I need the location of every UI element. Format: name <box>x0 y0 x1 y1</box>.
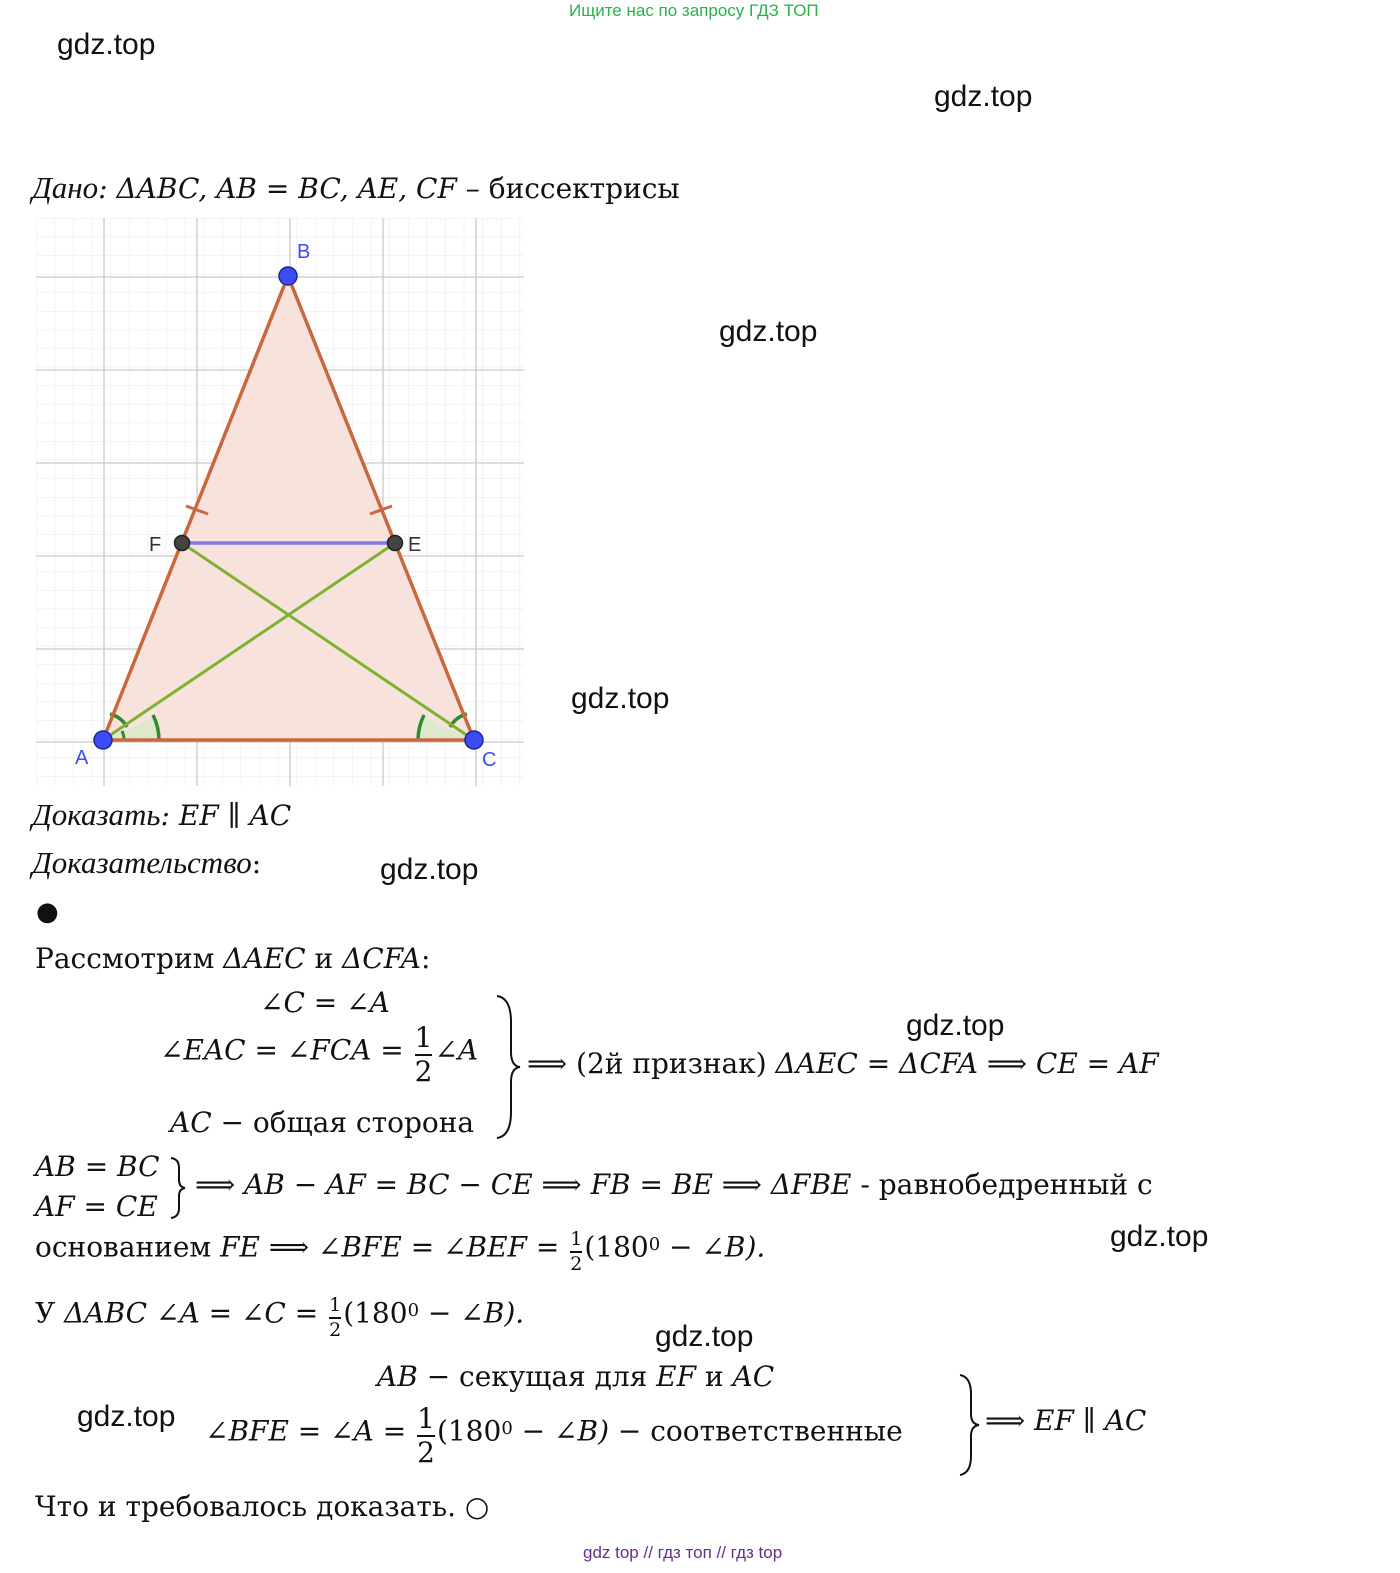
consider-and: и <box>305 942 343 975</box>
point-c <box>465 731 483 749</box>
watermark: gdz.top <box>57 28 156 61</box>
point-b <box>279 267 297 285</box>
system2-result <box>195 1168 1153 1201</box>
consider-math-2: ΔCFA <box>342 942 421 975</box>
fraction-num: 1 <box>329 1294 342 1316</box>
system1-line2-left: ∠EAC = ∠FCA = <box>160 1033 413 1067</box>
watermark: gdz.top <box>571 682 670 715</box>
fraction-den: 2 <box>329 1319 342 1341</box>
proof-line <box>32 845 261 881</box>
consider-math-1: ΔAEC <box>223 942 306 975</box>
system1-line1: ∠C = ∠A <box>260 986 390 1019</box>
system3-line2-text: соответственные <box>650 1414 903 1448</box>
system3-math-2: EF <box>656 1360 697 1393</box>
prove-line <box>32 797 291 833</box>
system2-result-text: - равнобедренный с <box>851 1168 1153 1201</box>
fraction-den: 2 <box>417 1436 435 1469</box>
system3-text-1: − секущая для <box>417 1360 657 1393</box>
degree-sup: 0 <box>648 1234 661 1256</box>
system2-line1: AB = BC <box>35 1150 160 1183</box>
brace-2 <box>168 1156 188 1220</box>
fraction-den: 2 <box>414 1055 433 1088</box>
prove-label: Доказать <box>32 797 161 832</box>
fraction <box>417 1402 435 1469</box>
fraction-num: 1 <box>570 1228 583 1250</box>
given-label: Дано <box>32 170 99 205</box>
label-c: C <box>482 749 497 771</box>
consider-colon: : <box>420 942 431 975</box>
label-a: A <box>75 747 89 769</box>
arrow: ⟹ <box>527 1047 577 1080</box>
given-math: : ΔABC, AB = BC, AE, CF <box>98 172 457 205</box>
system1-line2 <box>160 1021 479 1088</box>
fraction-num: 1 <box>417 1402 435 1435</box>
brace-1 <box>493 992 523 1142</box>
system1-result-math: ΔAEC = ΔCFA ⟹ CE = AF <box>775 1047 1159 1080</box>
base-line-tail2: − ∠B). <box>660 1230 766 1264</box>
footer-links[interactable]: gdz top // гдз топ // гдз top <box>583 1543 783 1562</box>
system3-line2-math: ∠BFE = ∠A = <box>205 1414 416 1448</box>
system3-result: ⟹ EF ∥ AC <box>985 1404 1147 1437</box>
base-line <box>35 1230 765 1274</box>
watermark: gdz.top <box>906 1009 1005 1042</box>
point-f <box>175 536 190 551</box>
fraction <box>329 1296 341 1340</box>
label-e: E <box>408 534 422 556</box>
abc-line-tail2: − ∠B). <box>419 1296 525 1330</box>
base-line-math: FE ⟹ ∠BFE = ∠BEF = <box>220 1230 569 1264</box>
abc-line <box>35 1296 524 1340</box>
proof-label: Доказательство <box>32 845 252 880</box>
fraction <box>570 1230 582 1274</box>
consider-line <box>35 942 430 975</box>
triangle-figure <box>36 218 526 788</box>
point-e <box>388 536 403 551</box>
base-line-tail: (180 <box>584 1230 649 1264</box>
system3-math-3: AC <box>732 1360 775 1393</box>
brace-3 <box>957 1372 983 1478</box>
given-suffix: – биссектрисы <box>456 172 680 205</box>
watermark: gdz.top <box>1110 1220 1209 1253</box>
system1-result-text: (2й признак) <box>576 1047 776 1080</box>
system1-line3 <box>170 1106 474 1139</box>
system3-line1 <box>377 1360 774 1393</box>
system1-line3-math: AC <box>170 1106 212 1139</box>
system3-line2-tail: (180 <box>436 1414 502 1448</box>
top-banner: Ищите нас по запросу ГДЗ ТОП <box>569 1 819 20</box>
consider-text: Рассмотрим <box>35 942 224 975</box>
degree-sup: 0 <box>501 1418 513 1440</box>
abc-line-text: У <box>35 1296 65 1330</box>
system1-line3-text: − общая сторона <box>211 1106 475 1139</box>
watermark: gdz.top <box>934 80 1033 113</box>
watermark: gdz.top <box>655 1320 754 1353</box>
watermark: gdz.top <box>380 853 479 886</box>
system2-result-math: ⟹ AB − AF = BC − CE ⟹ FB = BE ⟹ ΔFBE <box>195 1168 852 1201</box>
label-f: F <box>149 534 162 556</box>
proof-colon: : <box>251 847 262 880</box>
fraction <box>414 1021 433 1088</box>
fraction-num: 1 <box>414 1021 433 1054</box>
system1-result <box>527 1047 1159 1080</box>
system3-line2-tail2: − ∠B) − <box>512 1414 651 1448</box>
base-line-text: основанием <box>35 1230 221 1264</box>
watermark: gdz.top <box>719 315 818 348</box>
system1-line2-right: ∠A <box>434 1033 479 1067</box>
given-line <box>32 170 680 206</box>
system3-line2 <box>205 1402 903 1469</box>
fraction-den: 2 <box>570 1253 583 1275</box>
abc-line-tail: (180 <box>343 1296 408 1330</box>
conclusion: Что и требовалось доказать. ○ <box>35 1490 490 1523</box>
bullet: ● <box>36 897 59 927</box>
point-a <box>94 731 112 749</box>
system2-line2: AF = CE <box>35 1190 158 1223</box>
prove-math: : EF ∥ AC <box>160 799 292 832</box>
degree-sup: 0 <box>407 1300 420 1322</box>
label-b: B <box>297 241 311 263</box>
abc-line-math: ΔABC ∠A = ∠C = <box>64 1296 328 1330</box>
watermark: gdz.top <box>77 1400 176 1433</box>
system3-text-2: и <box>696 1360 733 1393</box>
system3-math-1: AB <box>377 1360 418 1393</box>
